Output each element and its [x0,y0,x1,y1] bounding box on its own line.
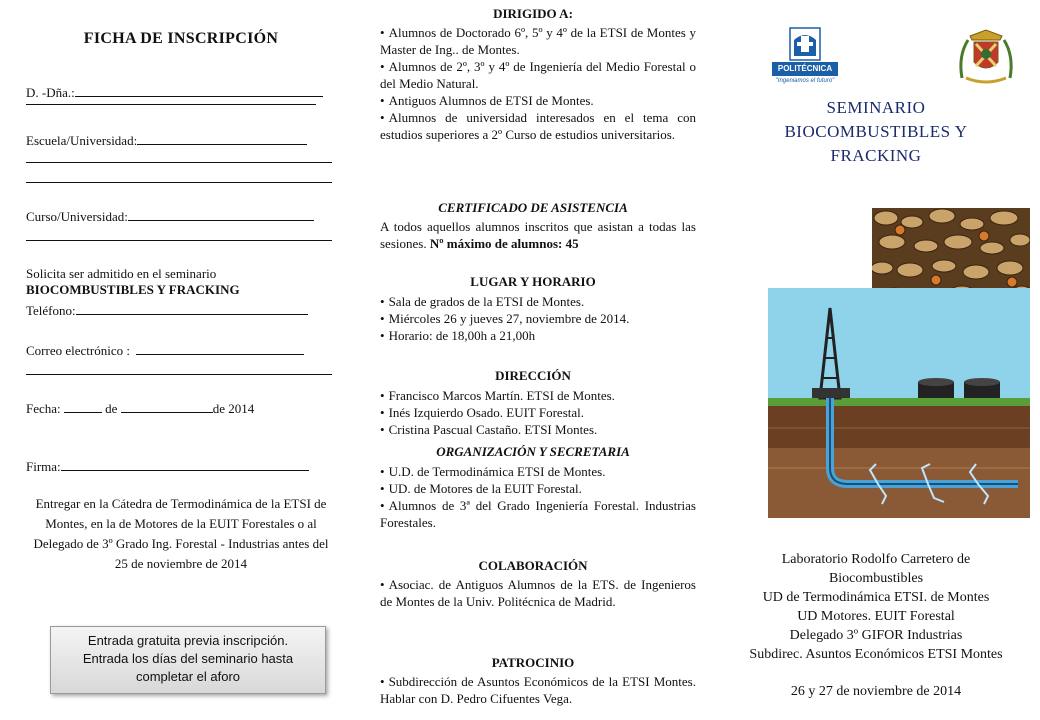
organizer-line: UD Motores. EUIT Forestal [797,609,955,624]
name-label: D. -Dña.: [26,85,75,100]
certificate-body: A todos aquellos alumnos inscritos que asistan a todas las sesiones. [380,219,696,251]
list-item: • U.D. de Termodinámica ETSI de Montes. [380,463,696,480]
delivery-instructions: Entregar en la Cátedra de Termodinámica de la ETSI de Montes, en la de Motores de la EUIT Forestales o al Delegado de 3º Grado Ing. Forestal - Industrias antes del 25 de noviembre de 2014 [33,496,329,571]
seminar-title-line: SEMINARIO [826,98,926,117]
signature-label: Firma: [26,459,61,474]
signature-field[interactable] [26,458,332,475]
cover-panel [712,0,1040,720]
aimed-title: DIRIGIDO A: [493,6,573,21]
list-item: • Francisco Marcos Martín. ETSI de Montes. [380,387,696,404]
date-field[interactable] [26,400,332,417]
direction-title: DIRECCIÓN [495,368,571,383]
fracking-illustration [768,288,1030,518]
free-entry-box [50,626,326,694]
date-year: de 2014 [212,401,255,416]
place-title: LUGAR Y HORARIO [470,274,596,289]
course-field[interactable] [26,208,332,225]
organizers-list [712,550,1040,664]
free-entry-line: Entrada los días del seminario hasta [82,651,294,666]
place-list [380,293,696,344]
email-field[interactable] [26,342,332,359]
free-entry-line: completar el aforo [135,669,241,684]
name-field[interactable] [26,84,332,101]
event-date: 26 y 27 de noviembre de 2014 [790,684,962,699]
list-item: • Subdirección de Asuntos Económicos de la ETSI Montes. Hablar con D. Pedro Cifuentes Vega. [380,673,696,707]
forestry-crest-icon [956,26,1016,86]
list-item: • Alumnos de Doctorado 6º, 5º y 4º de la ETSI de Montes y Master de Ing.. de Montes. [380,24,696,58]
seminar-title [712,96,1040,168]
list-item: • Miércoles 26 y jueves 27, noviembre de 2014. [380,310,696,327]
free-entry-line: Entrada gratuita previa inscripción. [87,633,289,648]
school-rule-1 [26,162,332,163]
list-item: • Alumnos de 2º, 3º y 4º de Ingeniería del Medio Forestal o del Medio Natural. [380,58,696,92]
forestry-crest [956,26,1016,86]
organizer-line: Subdirec. Asuntos Económicos ETSI Montes [749,647,1003,662]
school-label: Escuela/Universidad: [26,133,138,148]
organization-title: ORGANIZACIÓN Y SECRETARIA [436,444,630,459]
course-label: Curso/Universidad: [26,209,128,224]
upm-tagline: "Ingeniamos el futuro" [775,78,835,84]
request-text [26,266,336,298]
course-rule [26,240,332,241]
organizer-line: UD de Termodinámica ETSI. de Montes [762,590,990,605]
list-item: • UD. de Motores de la EUIT Forestal. [380,480,696,497]
list-item: • Alumnos de universidad interesados en el tema con estudios superiores a 2º Curso de estudios universitarios. [380,109,696,143]
email-label: Correo electrónico : [26,343,130,358]
certificate-title: CERTIFICADO DE ASISTENCIA [438,200,628,215]
email-rule [26,374,332,375]
phone-label: Teléfono: [26,303,76,318]
organizer-line: Laboratorio Rodolfo Carretero de [781,552,971,567]
school-rule-2 [26,182,332,183]
seminar-title-line: FRACKING [830,146,922,165]
date-de: de [105,401,118,416]
name-rule [26,104,316,105]
collaboration-title: COLABORACIÓN [478,558,588,573]
request-line: Solicita ser admitido en el seminario [26,266,217,281]
request-seminar-name: BIOCOMBUSTIBLES Y FRACKING [26,282,240,297]
list-item: • Sala de grados de la ETSI de Montes. [380,293,696,310]
max-students: Nº máximo de alumnos: 45 [429,236,579,251]
upm-logo-text: POLITÉCNICA [777,64,833,73]
info-panel [368,0,698,720]
organizer-line: Biocombustibles [828,571,924,586]
organizer-line: Delegado 3º GIFOR Industrias [789,628,963,643]
list-item: • Cristina Pascual Castaño. ETSI Montes. [380,421,696,438]
direction-list [380,387,696,438]
list-item: • Antiguos Alumnos de ETSI de Montes. [380,92,696,109]
school-field[interactable] [26,132,332,149]
list-item: • Asociac. de Antiguos Alumnos de la ETS. de Ingenieros de Montes de la Univ. Politécnica de Madrid. [380,576,696,610]
phone-field[interactable] [26,302,332,319]
fracking-well-icon [768,288,1030,518]
sponsor-list [380,673,696,707]
collaboration-list [380,576,696,610]
aimed-list [380,24,696,143]
list-item: • Horario: de 18,00h a 21,00h [380,327,696,344]
upm-logo [770,26,840,90]
certificate-text [380,218,696,252]
seminar-title-line: BIOCOMBUSTIBLES Y [784,122,968,141]
sponsor-title: PATROCINIO [491,655,575,670]
organization-list [380,463,696,531]
form-title: FICHA DE INSCRIPCIÓN [83,30,279,47]
list-item: • Inés Izquierdo Osado. EUIT Forestal. [380,404,696,421]
registration-form-panel [0,0,355,720]
date-label: Fecha: [26,401,61,416]
list-item: • Alumnos de 3ª del Grado Ingeniería Forestal. Industrias Forestales. [380,497,696,531]
